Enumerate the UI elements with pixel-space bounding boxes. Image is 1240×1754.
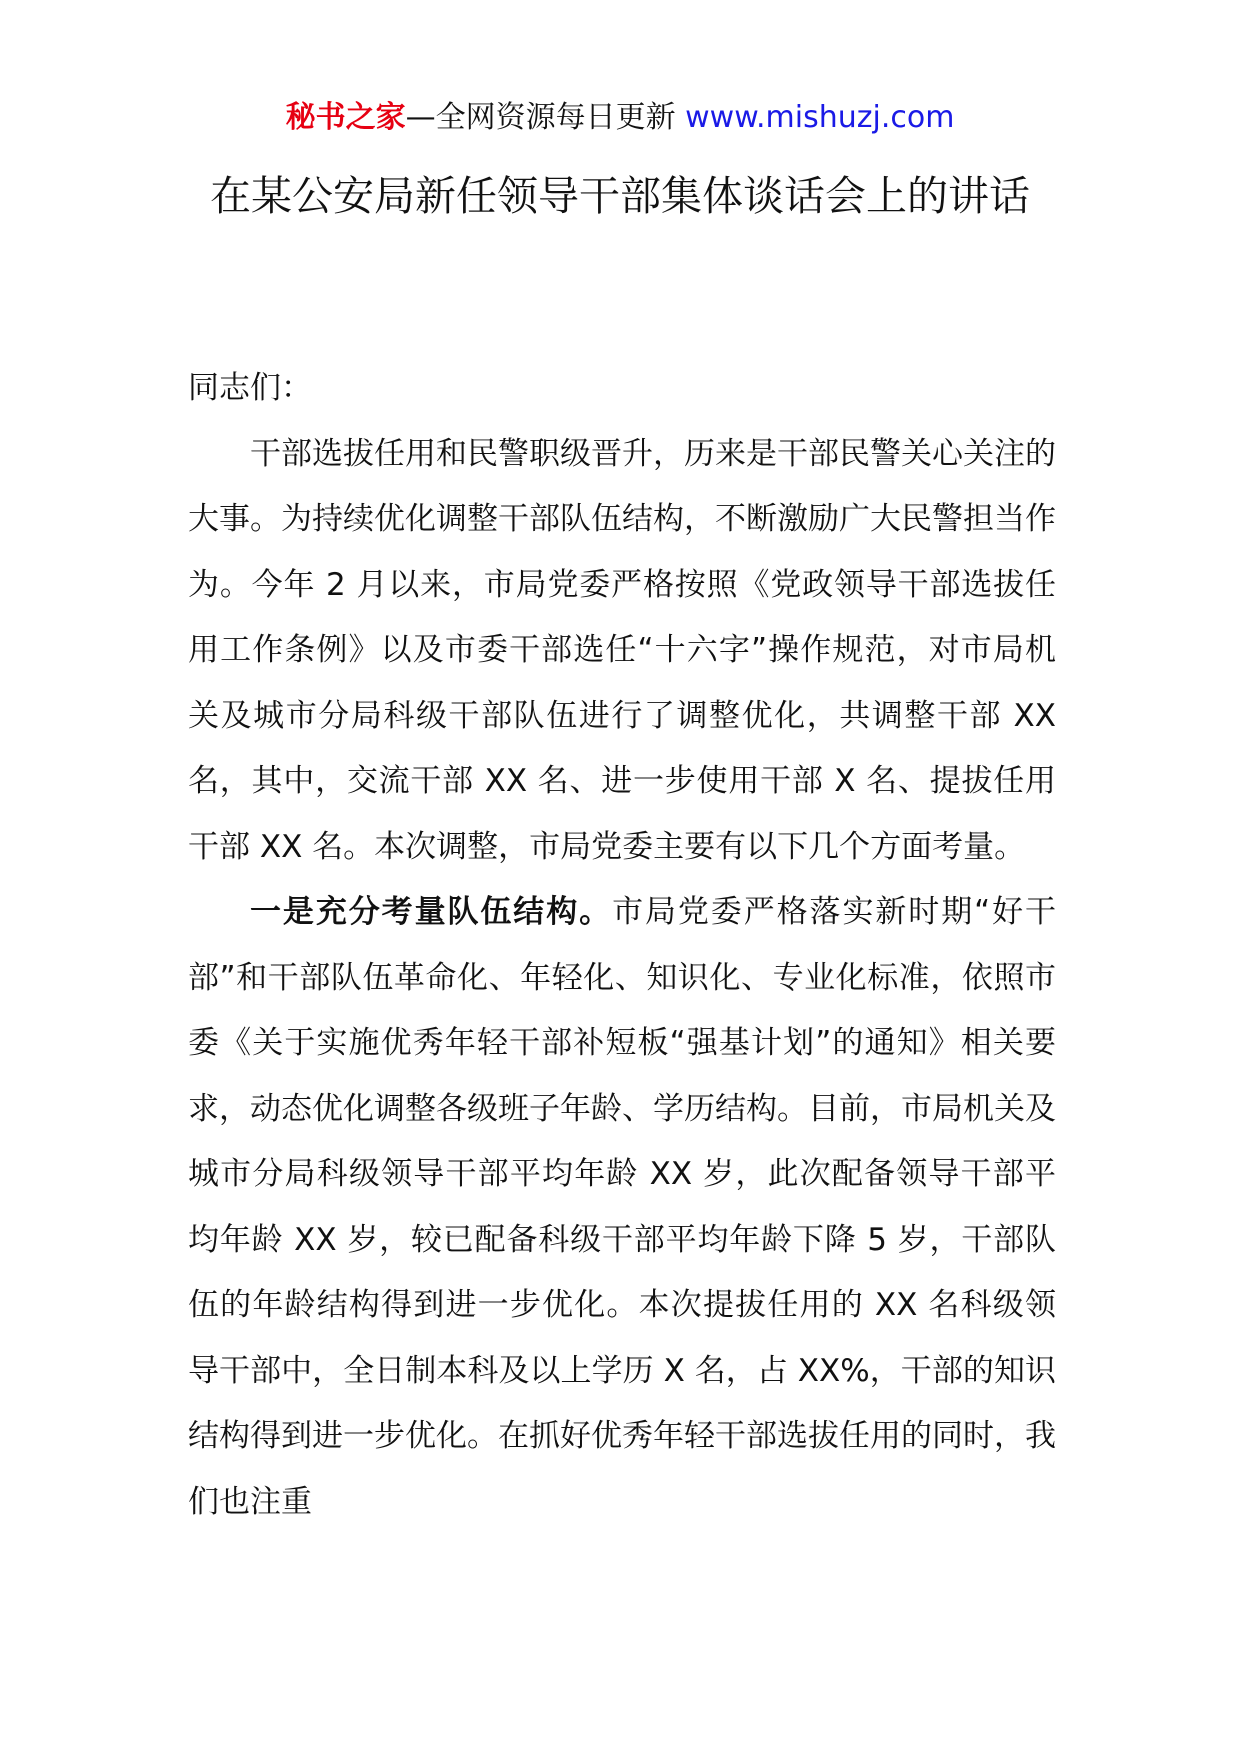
paragraph-point-one bbox=[188, 880, 1056, 1535]
site-tagline: —全网资源每日更新 bbox=[405, 100, 676, 135]
site-brand: 秘书之家 bbox=[285, 100, 406, 135]
paragraph-point-one-text: 市局党委严格落实新时期“好干部”和干部队伍革命化、年轻化、知识化、专业化标准，依照市委《关于实施优秀年轻干部补短板“强基计划”的通知》相关要求，动态优化调整各级班子年龄、学历结构。目前，市局机关及城市分局科级领导干部平均年龄 XX 岁，此次配备领导干部平均年龄 XX 岁，较已配备科级干部平均年龄下降 5 岁，干部队伍的年龄结构得到进一步优化。本次提拔任用的 XX 名科级领导干部中，全日制本科及以上学历 X 名，占 XX%，干部的知识结构得到进一步优化。在抓好优秀年轻干部选拔任用的同时，我们也注重 bbox=[188, 894, 1057, 1520]
site-url-link[interactable]: www.mishuzj.com bbox=[685, 100, 955, 135]
document-title: 在某公安局新任领导干部集体谈话会上的讲话 bbox=[210, 172, 1030, 220]
paragraph-point-one-heading: 一是充分考量队伍结构。 bbox=[250, 894, 613, 930]
document-body bbox=[188, 356, 1056, 1535]
salutation: 同志们： bbox=[188, 370, 312, 406]
site-header bbox=[0, 98, 1240, 138]
paragraph-intro: 干部选拔任用和民警职级晋升，历来是干部民警关心关注的大事。为持续优化调整干部队伍结构，不断激励广大民警担当作为。今年 2 月以来，市局党委严格按照《党政领导干部选拔任用工作条例》以及市委干部选任“十六字”操作规范，对市局机关及城市分局科级干部队伍进行了调整优化，共调整干部 XX 名，其中，交流干部 XX 名、进一步使用干部 X 名、提拔任用干部 XX 名。本次调整，市局党委主要有以下几个方面考量。 bbox=[188, 435, 1056, 865]
